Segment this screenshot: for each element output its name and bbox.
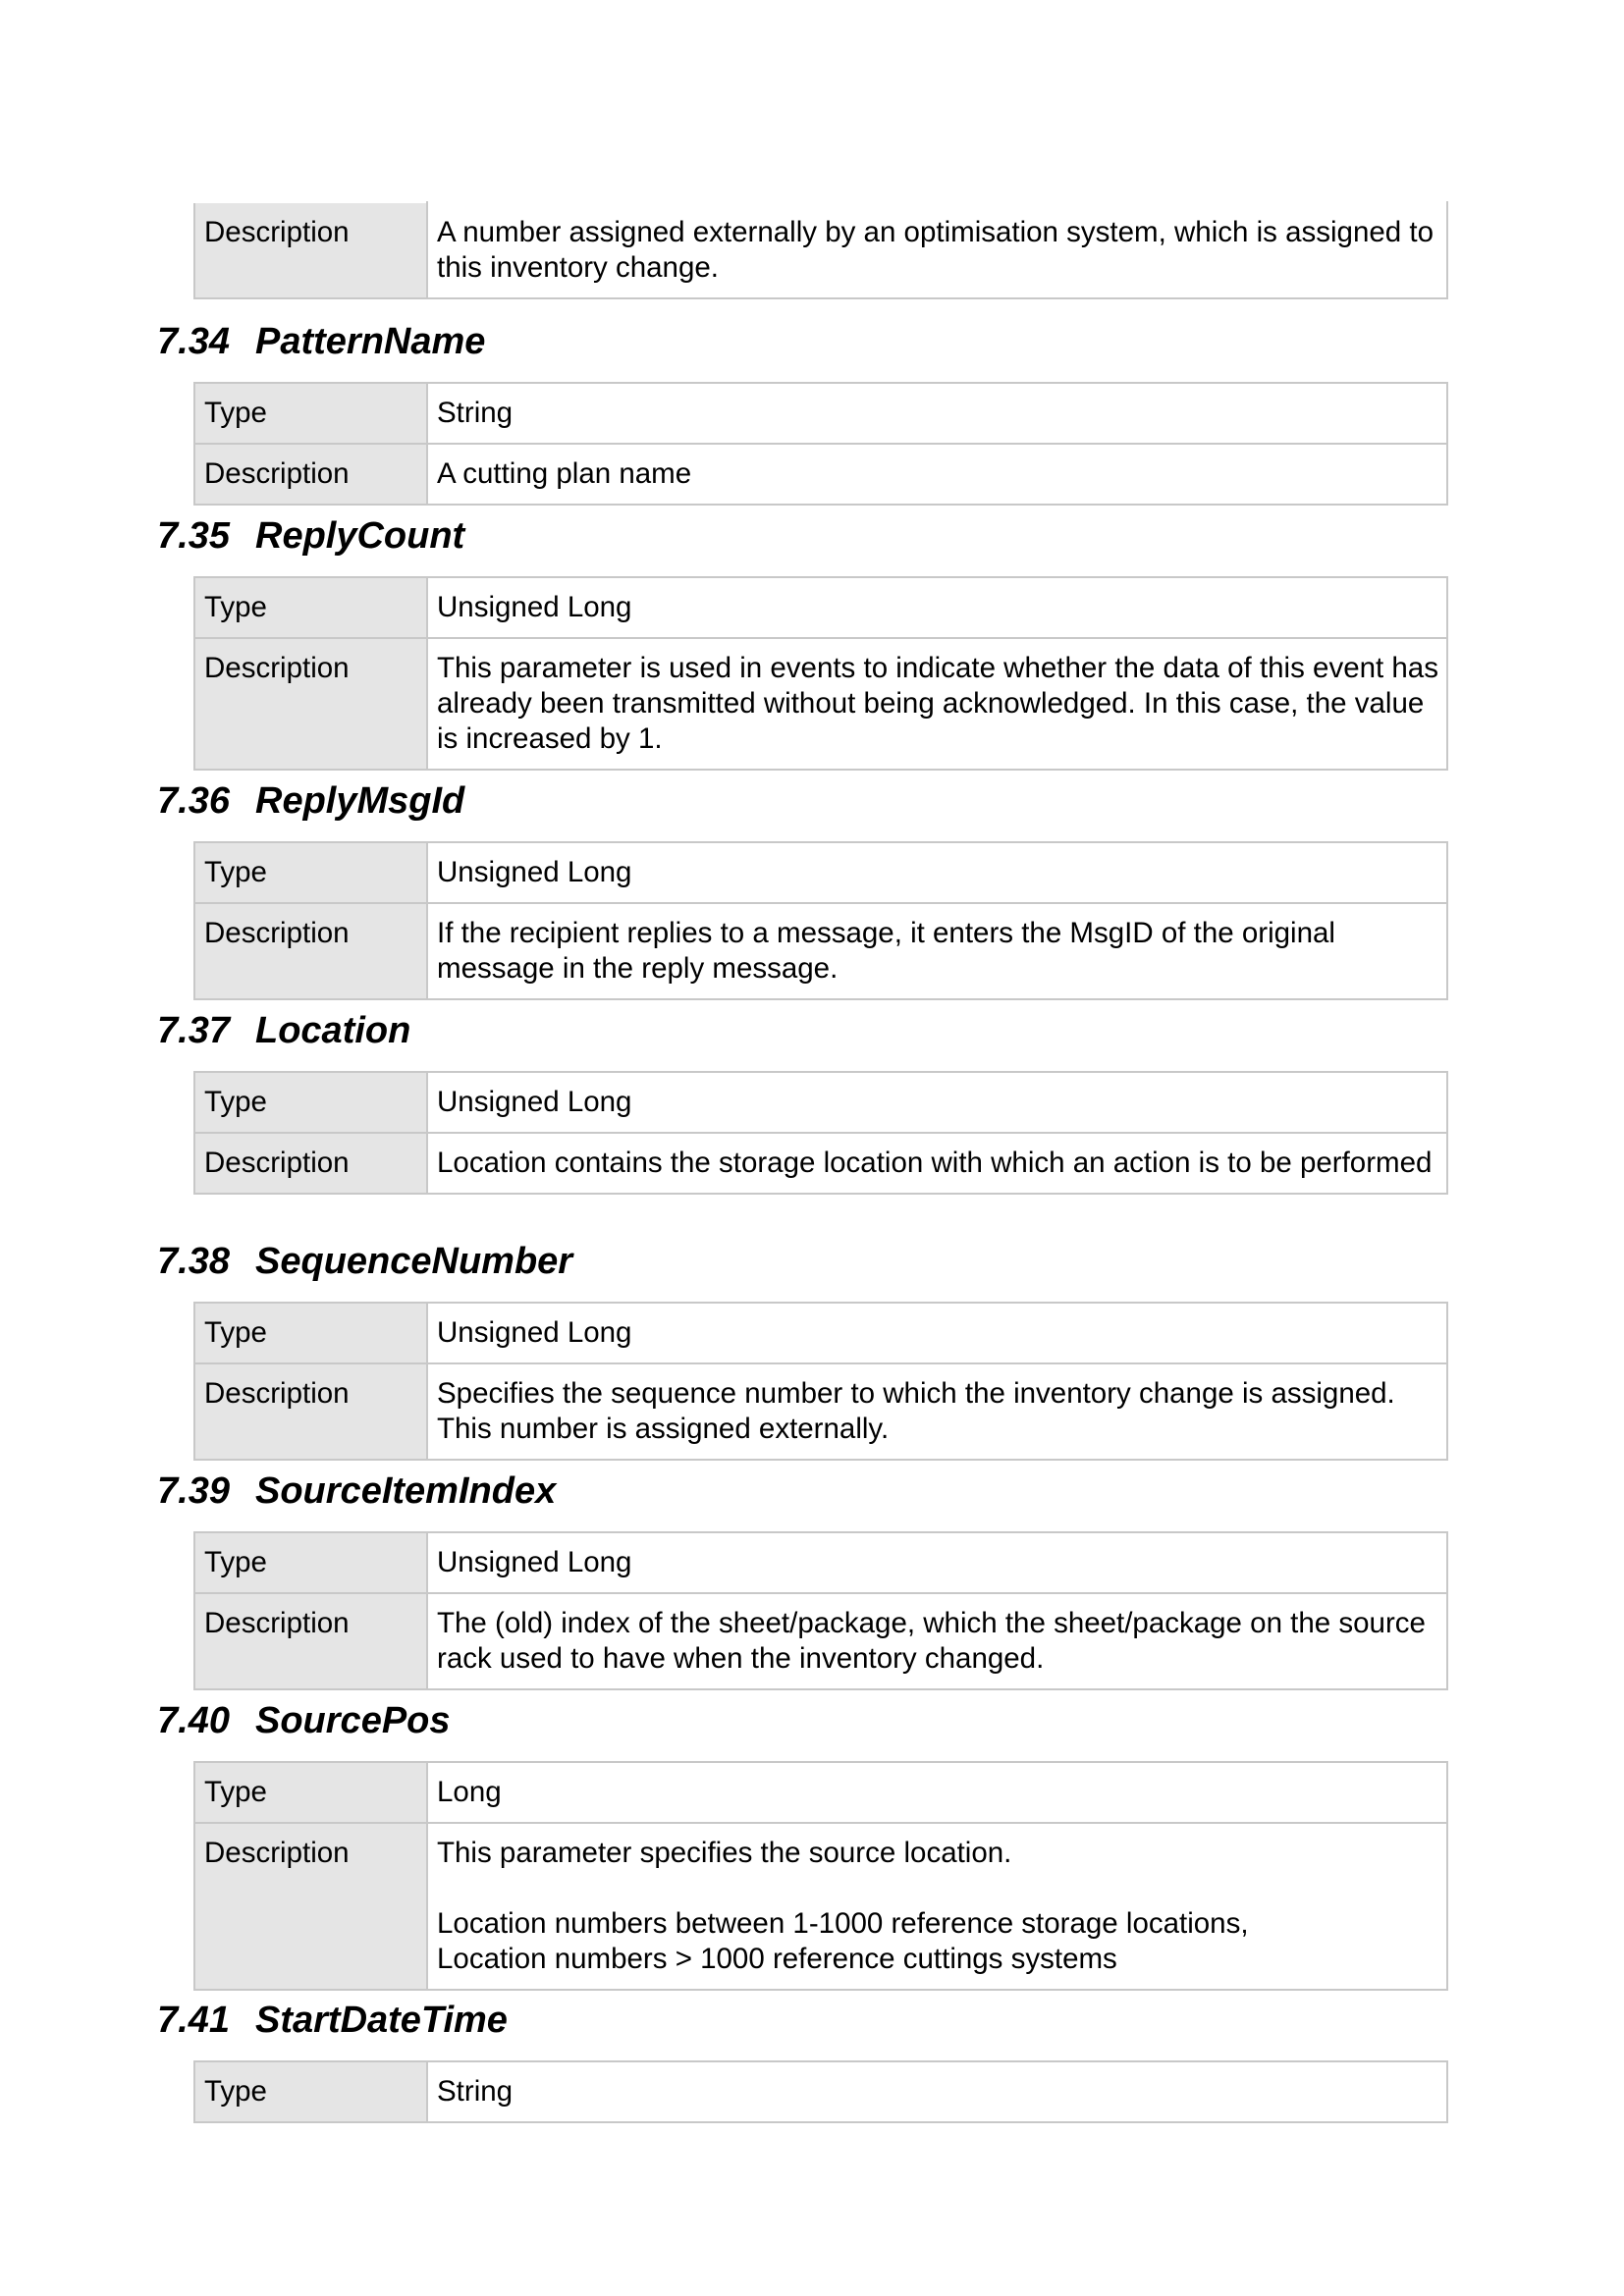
row-label: Description xyxy=(194,1363,427,1460)
row-value: Location contains the storage location with which an action is to be performed xyxy=(427,1133,1447,1194)
section-heading xyxy=(157,1009,410,1052)
section-number: 7.41 xyxy=(157,2000,230,2041)
section-heading xyxy=(157,779,464,823)
row-label: Description xyxy=(194,638,427,770)
table-row xyxy=(194,1363,1447,1460)
row-label: Type xyxy=(194,1532,427,1593)
row-label: Type xyxy=(194,1072,427,1133)
section-number: 7.34 xyxy=(157,321,230,362)
value-paragraph xyxy=(437,1906,1438,1977)
row-value: A cutting plan name xyxy=(427,444,1447,505)
row-value: If the recipient replies to a message, it enters the MsgID of the original message in the reply message. xyxy=(427,903,1447,999)
section-title: PatternName xyxy=(255,321,486,362)
row-value: A number assigned externally by an optimisation system, which is assigned to this inventory change. xyxy=(427,202,1447,298)
section-number: 7.38 xyxy=(157,1241,230,1282)
table-row xyxy=(194,1133,1447,1194)
section-number: 7.37 xyxy=(157,1010,230,1051)
parameter-table xyxy=(193,1761,1448,1991)
table-row xyxy=(194,1593,1447,1689)
section-heading xyxy=(157,1699,451,1742)
row-value: Unsigned Long xyxy=(427,1072,1447,1133)
section-title: Location xyxy=(255,1010,411,1051)
continued-parameter-table xyxy=(193,201,1448,299)
section-title: SequenceNumber xyxy=(255,1241,573,1282)
parameter-table xyxy=(193,576,1448,771)
row-label: Description xyxy=(194,1133,427,1194)
section-title: SourceItemIndex xyxy=(255,1470,557,1512)
row-label: Type xyxy=(194,1303,427,1363)
parameter-table xyxy=(193,382,1448,506)
parameter-table xyxy=(193,2060,1448,2123)
row-label: Type xyxy=(194,383,427,444)
table-row xyxy=(194,202,1447,298)
row-value xyxy=(427,1823,1447,1990)
section-number: 7.35 xyxy=(157,515,230,557)
parameter-table xyxy=(193,1531,1448,1690)
section-title: SourcePos xyxy=(255,1700,451,1741)
table-row xyxy=(194,1303,1447,1363)
row-value: Unsigned Long xyxy=(427,842,1447,903)
row-label: Type xyxy=(194,577,427,638)
row-value: Unsigned Long xyxy=(427,1532,1447,1593)
row-value: Unsigned Long xyxy=(427,1303,1447,1363)
parameter-table xyxy=(193,1071,1448,1195)
row-label: Type xyxy=(194,2061,427,2122)
section-heading xyxy=(157,514,464,558)
table-row xyxy=(194,1072,1447,1133)
section-title: ReplyCount xyxy=(255,515,465,557)
section-heading xyxy=(157,1240,572,1283)
row-label: Description xyxy=(194,202,427,298)
table-row xyxy=(194,1532,1447,1593)
table-row xyxy=(194,903,1447,999)
row-label: Description xyxy=(194,1593,427,1689)
table-row xyxy=(194,383,1447,444)
section-number: 7.36 xyxy=(157,780,230,822)
row-value: String xyxy=(427,2061,1447,2122)
table-row xyxy=(194,1823,1447,1990)
table-row xyxy=(194,2061,1447,2122)
row-value: Specifies the sequence number to which the inventory change is assigned. This number is assigned externally. xyxy=(427,1363,1447,1460)
table-row xyxy=(194,1762,1447,1823)
row-value: String xyxy=(427,383,1447,444)
value-paragraph: This parameter specifies the source location. xyxy=(437,1837,1012,1869)
row-value: The (old) index of the sheet/package, which the sheet/package on the source rack used to have when the inventory changed. xyxy=(427,1593,1447,1689)
row-label: Description xyxy=(194,1823,427,1990)
table-row xyxy=(194,638,1447,770)
section-heading xyxy=(157,320,485,363)
table-row xyxy=(194,842,1447,903)
row-value: Unsigned Long xyxy=(427,577,1447,638)
parameter-table xyxy=(193,1302,1448,1461)
row-label: Description xyxy=(194,444,427,505)
section-heading xyxy=(157,1469,556,1513)
row-value: Long xyxy=(427,1762,1447,1823)
section-title: ReplyMsgId xyxy=(255,780,465,822)
parameter-table xyxy=(193,841,1448,1000)
section-number: 7.40 xyxy=(157,1700,230,1741)
value-line: Location numbers > 1000 reference cuttings systems xyxy=(437,1943,1117,1975)
section-number: 7.39 xyxy=(157,1470,230,1512)
row-label: Type xyxy=(194,1762,427,1823)
section-heading xyxy=(157,1999,508,2042)
row-label: Description xyxy=(194,903,427,999)
table-row xyxy=(194,577,1447,638)
value-line: Location numbers between 1-1000 reference storage locations, xyxy=(437,1907,1249,1940)
row-label: Type xyxy=(194,842,427,903)
table-row xyxy=(194,444,1447,505)
section-title: StartDateTime xyxy=(255,2000,508,2041)
row-value: This parameter is used in events to indicate whether the data of this event has already been transmitted without being acknowledged. In this case, the value is increased by 1. xyxy=(427,638,1447,770)
